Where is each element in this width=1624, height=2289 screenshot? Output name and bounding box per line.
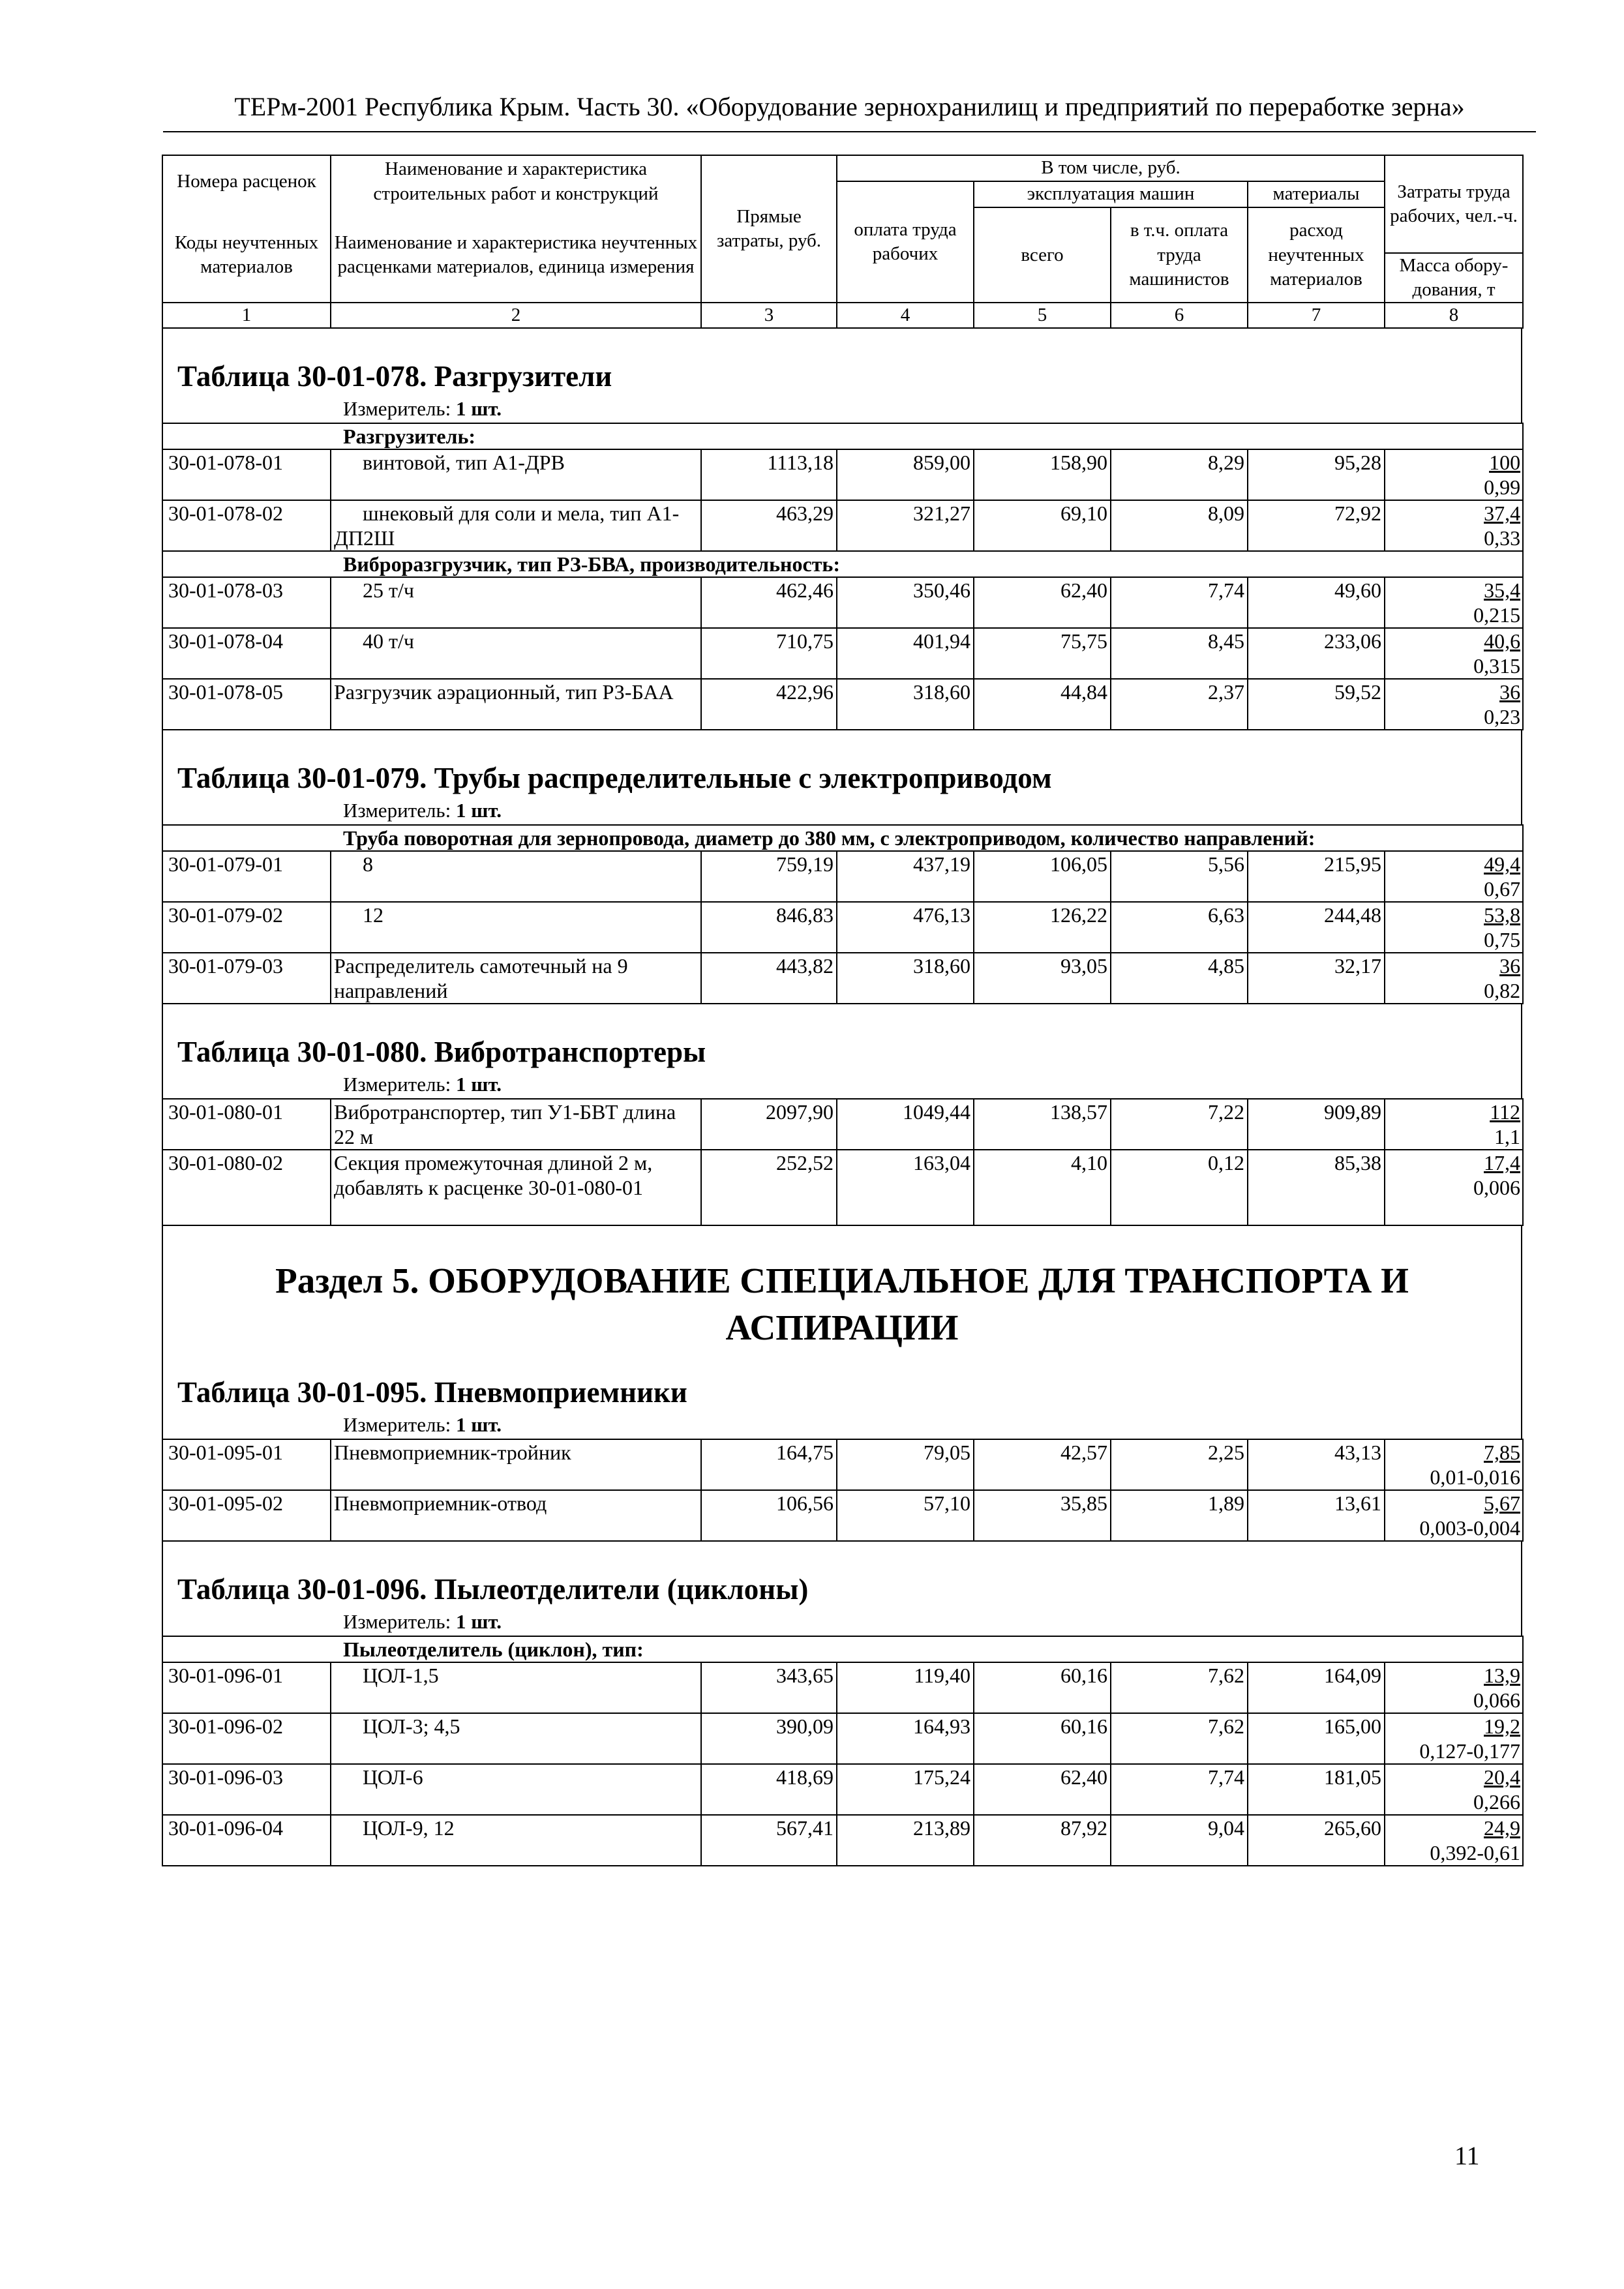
rate-code: 30-01-080-01 [162, 1099, 331, 1150]
machines-cost: 42,57 [974, 1439, 1111, 1490]
direct-cost: 463,29 [701, 500, 837, 551]
table-block-079 [162, 730, 1522, 824]
table-row [162, 577, 1523, 628]
table-row [162, 1713, 1523, 1764]
rate-name: ЦОЛ-1,5 [331, 1662, 701, 1713]
operators-wages: 5,56 [1111, 851, 1248, 902]
operators-wages: 2,25 [1111, 1439, 1248, 1490]
rate-name: ЦОЛ-6 [331, 1764, 701, 1815]
materials-cost: 43,13 [1248, 1439, 1385, 1490]
wages: 213,89 [837, 1815, 974, 1866]
table-row [162, 628, 1523, 679]
rate-name: Пневмоприемник-тройник [331, 1439, 701, 1490]
rate-name: Разгрузчик аэрационный, тип РЗ-БАА [331, 679, 701, 730]
materials-cost: 85,38 [1248, 1150, 1385, 1225]
wages: 164,93 [837, 1713, 974, 1764]
group-label: Пылеотделитель (циклон), тип: [162, 1636, 1523, 1662]
materials-cost: 265,60 [1248, 1815, 1385, 1866]
direct-cost: 343,65 [701, 1662, 837, 1713]
rate-name: ЦОЛ-3; 4,5 [331, 1713, 701, 1764]
wages: 119,40 [837, 1662, 974, 1713]
table-title: Таблица 30-01-080. Вибротранспортеры [177, 1036, 706, 1069]
section-title: Раздел 5. ОБОРУДОВАНИЕ СПЕЦИАЛЬНОЕ ДЛЯ ТРАНСПОРТА И АСПИРАЦИИ [275, 1261, 1409, 1348]
wages: 318,60 [837, 953, 974, 1004]
wages: 476,13 [837, 902, 974, 953]
unit-line: Измеритель: 1 шт. [343, 1413, 502, 1437]
wages: 163,04 [837, 1150, 974, 1225]
rate-name: Распределитель самотечный на 9 направлений [331, 953, 701, 1004]
direct-cost: 462,46 [701, 577, 837, 628]
col4-header: оплата труда рабочих [837, 181, 974, 303]
direct-cost: 2097,90 [701, 1099, 837, 1150]
labor-mass: 100 0,99 [1385, 449, 1523, 500]
rate-code: 30-01-096-01 [162, 1662, 331, 1713]
materials-cost: 215,95 [1248, 851, 1385, 902]
operators-wages: 7,62 [1111, 1662, 1248, 1713]
rate-name: шнековый для соли и мела, тип А1-ДП2Ш [331, 500, 701, 551]
unit-line: Измеритель: 1 шт. [343, 1073, 502, 1096]
rate-code: 30-01-095-01 [162, 1439, 331, 1490]
operators-wages: 8,09 [1111, 500, 1248, 551]
machines-cost: 62,40 [974, 1764, 1111, 1815]
col5-header: всего [974, 207, 1111, 303]
table-row [162, 1439, 1523, 1490]
labor-mass: 35,4 0,215 [1385, 577, 1523, 628]
table-block-095 [162, 1226, 1522, 1439]
labor-mass: 36 0,82 [1385, 953, 1523, 1004]
machines-cost: 93,05 [974, 953, 1111, 1004]
group-label: Виброразгрузчик, тип РЗ-БВА, производительность: [162, 551, 1523, 577]
wages: 321,27 [837, 500, 974, 551]
col1-header-top: Номера расценок [162, 155, 331, 207]
unit-line: Измеритель: 1 шт. [343, 397, 502, 421]
rate-code: 30-01-078-04 [162, 628, 331, 679]
machines-cost: 126,22 [974, 902, 1111, 953]
rate-code: 30-01-080-02 [162, 1150, 331, 1225]
labor-mass: 40,6 0,315 [1385, 628, 1523, 679]
materials-cost: 233,06 [1248, 628, 1385, 679]
col3-header: Прямые затраты, руб. [701, 155, 837, 303]
col8-header-bottom: Масса обору-дования, т [1385, 253, 1523, 303]
machines-cost: 44,84 [974, 679, 1111, 730]
col-number: 7 [1248, 303, 1385, 328]
wages: 437,19 [837, 851, 974, 902]
labor-mass: 37,4 0,33 [1385, 500, 1523, 551]
machines-cost: 62,40 [974, 577, 1111, 628]
materials-cost: 32,17 [1248, 953, 1385, 1004]
rate-code: 30-01-096-02 [162, 1713, 331, 1764]
rate-code: 30-01-078-01 [162, 449, 331, 500]
machines-cost: 75,75 [974, 628, 1111, 679]
col1-header-bottom: Коды неучтенных материалов [162, 207, 331, 303]
labor-mass: 17,4 0,006 [1385, 1150, 1523, 1225]
operators-wages: 7,22 [1111, 1099, 1248, 1150]
materials-cost: 13,61 [1248, 1490, 1385, 1541]
labor-mass: 112 1,1 [1385, 1099, 1523, 1150]
labor-mass: 24,9 0,392-0,61 [1385, 1815, 1523, 1866]
direct-cost: 106,56 [701, 1490, 837, 1541]
direct-cost: 418,69 [701, 1764, 837, 1815]
group-header: В том числе, руб. [837, 155, 1385, 181]
labor-mass: 13,9 0,066 [1385, 1662, 1523, 1713]
labor-mass: 5,67 0,003-0,004 [1385, 1490, 1523, 1541]
rate-name: 12 [331, 902, 701, 953]
rates-table-080 [162, 1098, 1524, 1226]
table-row [162, 953, 1523, 1004]
table-row [162, 851, 1523, 902]
col-number: 4 [837, 303, 974, 328]
rates-table-096 [162, 1636, 1524, 1866]
machines-cost: 158,90 [974, 449, 1111, 500]
operators-wages: 7,62 [1111, 1713, 1248, 1764]
col7-header: расход неучтенных материалов [1248, 207, 1385, 303]
materials-cost: 59,52 [1248, 679, 1385, 730]
operators-wages: 1,89 [1111, 1490, 1248, 1541]
materials-header: материалы [1248, 181, 1385, 207]
col6-header: в т.ч. оплата труда машинистов [1111, 207, 1248, 303]
col-number: 2 [331, 303, 701, 328]
rates-table-095 [162, 1439, 1524, 1542]
wages: 79,05 [837, 1439, 974, 1490]
materials-cost: 164,09 [1248, 1662, 1385, 1713]
direct-cost: 1113,18 [701, 449, 837, 500]
rate-name: 40 т/ч [331, 628, 701, 679]
col-number: 6 [1111, 303, 1248, 328]
col2-header-bottom: Наименование и характеристика неучтенных расценками материалов, единица измерения [331, 207, 701, 303]
rate-name: 25 т/ч [331, 577, 701, 628]
table-row [162, 1662, 1523, 1713]
table-title: Таблица 30-01-078. Разгрузители [177, 360, 612, 393]
rate-name: Секция промежуточная длиной 2 м, добавлять к расценке 30-01-080-01 [331, 1150, 701, 1225]
wages: 401,94 [837, 628, 974, 679]
table-block-080 [162, 1004, 1522, 1098]
rate-name: 8 [331, 851, 701, 902]
col8-header-top: Затраты труда рабочих, чел.-ч. [1385, 155, 1523, 253]
rates-table-078 [162, 423, 1524, 730]
rate-name: Пневмоприемник-отвод [331, 1490, 701, 1541]
col-number: 1 [162, 303, 331, 328]
table-block-078 [162, 329, 1522, 423]
table-title: Таблица 30-01-095. Пневмоприемники [177, 1376, 687, 1409]
rate-code: 30-01-079-03 [162, 953, 331, 1004]
rate-code: 30-01-095-02 [162, 1490, 331, 1541]
table-row [162, 1099, 1523, 1150]
operators-wages: 8,29 [1111, 449, 1248, 500]
wages: 175,24 [837, 1764, 974, 1815]
direct-cost: 710,75 [701, 628, 837, 679]
table-block-096 [162, 1542, 1522, 1636]
materials-cost: 244,48 [1248, 902, 1385, 953]
operators-wages: 7,74 [1111, 577, 1248, 628]
wages: 57,10 [837, 1490, 974, 1541]
machines-cost: 4,10 [974, 1150, 1111, 1225]
rate-code: 30-01-079-01 [162, 851, 331, 902]
col-number: 3 [701, 303, 837, 328]
col2-header-top: Наименование и характеристика строительных работ и конструкций [331, 155, 701, 207]
operators-wages: 7,74 [1111, 1764, 1248, 1815]
machines-cost: 106,05 [974, 851, 1111, 902]
rates-table-079 [162, 824, 1524, 1004]
direct-cost: 759,19 [701, 851, 837, 902]
direct-cost: 164,75 [701, 1439, 837, 1490]
materials-cost: 909,89 [1248, 1099, 1385, 1150]
column-header-table [162, 155, 1524, 329]
machines-cost: 35,85 [974, 1490, 1111, 1541]
rate-name: винтовой, тип А1-ДРВ [331, 449, 701, 500]
group-label: Труба поворотная для зернопровода, диаметр до 380 мм, с электроприводом, количество направлений: [162, 825, 1523, 851]
direct-cost: 567,41 [701, 1815, 837, 1866]
labor-mass: 19,2 0,127-0,177 [1385, 1713, 1523, 1764]
labor-mass: 20,4 0,266 [1385, 1764, 1523, 1815]
rate-code: 30-01-078-02 [162, 500, 331, 551]
wages: 318,60 [837, 679, 974, 730]
table-title: Таблица 30-01-079. Трубы распределительные с электроприводом [177, 762, 1052, 795]
machines-cost: 60,16 [974, 1662, 1111, 1713]
col-number: 5 [974, 303, 1111, 328]
labor-mass: 7,85 0,01-0,016 [1385, 1439, 1523, 1490]
rate-name: Вибротранспортер, тип У1-БВТ длина 22 м [331, 1099, 701, 1150]
table-row [162, 679, 1523, 730]
direct-cost: 443,82 [701, 953, 837, 1004]
materials-cost: 49,60 [1248, 577, 1385, 628]
labor-mass: 49,4 0,67 [1385, 851, 1523, 902]
table-row [162, 1764, 1523, 1815]
table-row [162, 500, 1523, 551]
direct-cost: 252,52 [701, 1150, 837, 1225]
table-row [162, 1490, 1523, 1541]
materials-cost: 165,00 [1248, 1713, 1385, 1764]
table-row [162, 902, 1523, 953]
operators-wages: 8,45 [1111, 628, 1248, 679]
rate-code: 30-01-079-02 [162, 902, 331, 953]
direct-cost: 390,09 [701, 1713, 837, 1764]
operators-wages: 9,04 [1111, 1815, 1248, 1866]
wages: 350,46 [837, 577, 974, 628]
materials-cost: 72,92 [1248, 500, 1385, 551]
table-row [162, 1150, 1523, 1225]
table-row [162, 1815, 1523, 1866]
operators-wages: 0,12 [1111, 1150, 1248, 1225]
document-body [162, 155, 1522, 1866]
col-number: 8 [1385, 303, 1523, 328]
operators-wages: 4,85 [1111, 953, 1248, 1004]
operators-wages: 2,37 [1111, 679, 1248, 730]
machines-cost: 138,57 [974, 1099, 1111, 1150]
machines-cost: 87,92 [974, 1815, 1111, 1866]
labor-mass: 53,8 0,75 [1385, 902, 1523, 953]
rate-code: 30-01-078-03 [162, 577, 331, 628]
machines-header: эксплуатация машин [974, 181, 1248, 207]
table-title: Таблица 30-01-096. Пылеотделители (циклоны) [177, 1573, 809, 1606]
unit-line: Измеритель: 1 шт. [343, 1610, 502, 1634]
unit-line: Измеритель: 1 шт. [343, 799, 502, 822]
operators-wages: 6,63 [1111, 902, 1248, 953]
direct-cost: 846,83 [701, 902, 837, 953]
table-row [162, 449, 1523, 500]
labor-mass: 36 0,23 [1385, 679, 1523, 730]
direct-cost: 422,96 [701, 679, 837, 730]
wages: 859,00 [837, 449, 974, 500]
rate-code: 30-01-096-03 [162, 1764, 331, 1815]
materials-cost: 95,28 [1248, 449, 1385, 500]
wages: 1049,44 [837, 1099, 974, 1150]
materials-cost: 181,05 [1248, 1764, 1385, 1815]
machines-cost: 69,10 [974, 500, 1111, 551]
machines-cost: 60,16 [974, 1713, 1111, 1764]
rate-code: 30-01-078-05 [162, 679, 331, 730]
running-title: ТЕРм-2001 Республика Крым. Часть 30. «Оборудование зернохранилищ и предприятий по переработке зерна» [163, 91, 1536, 132]
rate-code: 30-01-096-04 [162, 1815, 331, 1866]
page-number: 11 [1454, 2141, 1480, 2170]
group-label: Разгрузитель: [162, 423, 1523, 449]
rate-name: ЦОЛ-9, 12 [331, 1815, 701, 1866]
